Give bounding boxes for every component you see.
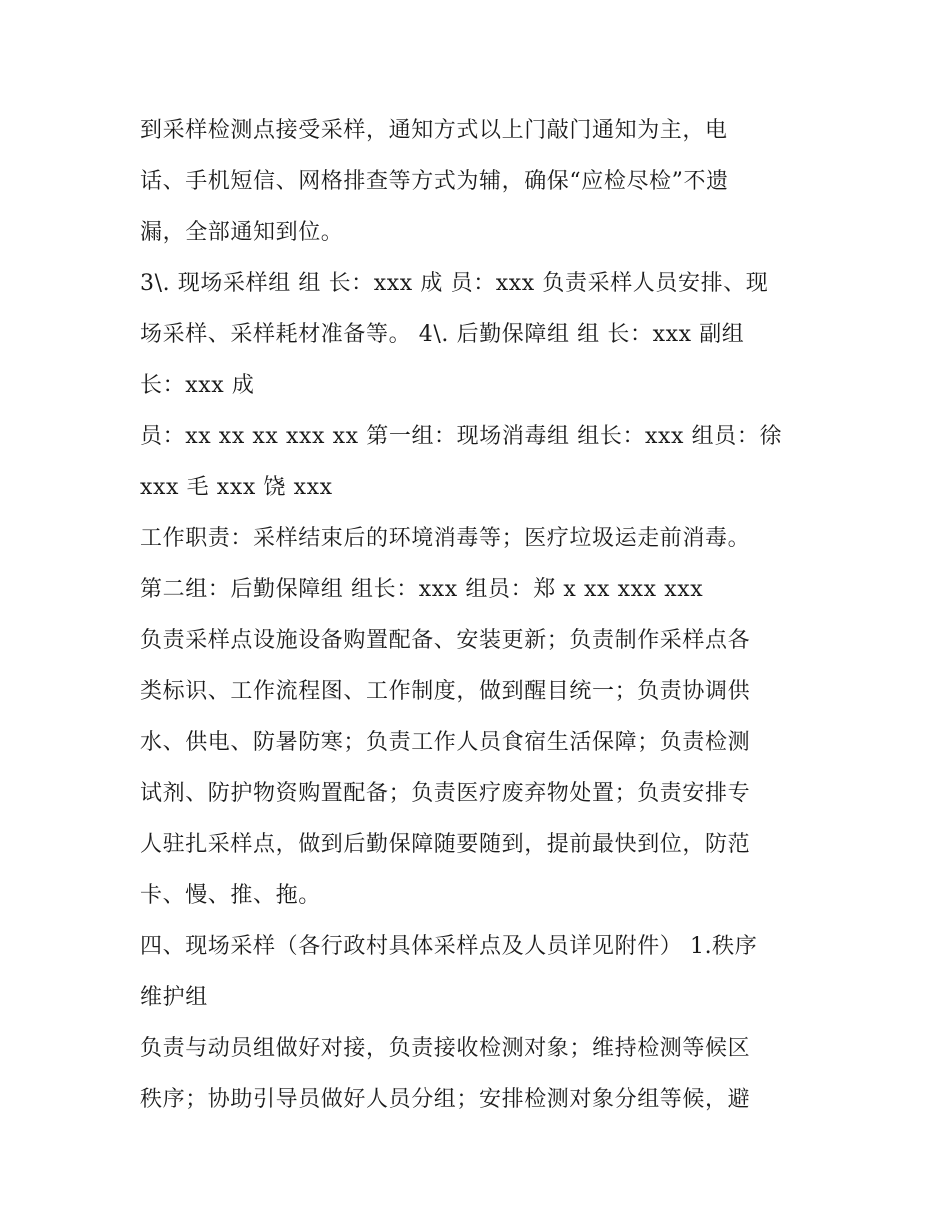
text-line: 维护组 (140, 985, 208, 1010)
text-line: 工作职责：采样结束后的环境消毒等；医疗垃圾运走前消毒。 (140, 526, 751, 551)
document-body (140, 105, 820, 1125)
text-line: 员：xx xx xx xxx xx 第一组：现场消毒组 组长：xxx 组员：徐 (140, 424, 783, 449)
text-line: 3\. 现场采样组 组 长：xxx 成 员：xxx 负责采样人员安排、现 (140, 271, 769, 296)
text-line: 负责与动员组做好对接，负责接收检测对象；维持检测等候区 (140, 1036, 751, 1061)
text-line: 到采样检测点接受采样，通知方式以上门敲门通知为主，电 (140, 118, 728, 143)
text-line: 场采样、采样耗材准备等。 4\. 后勤保障组 组 长：xxx 副组 (140, 322, 745, 347)
text-line: 漏，全部通知到位。 (140, 220, 344, 245)
text-line: 水、供电、防暑防寒；负责工作人员食宿生活保障；负责检测 (140, 730, 751, 755)
text-line: 四、现场采样（各行政村具体采样点及人员详见附件） 1.秩序 (140, 934, 758, 959)
text-line: 类标识、工作流程图、工作制度，做到醒目统一；负责协调供 (140, 679, 751, 704)
text-line: 试剂、防护物资购置配备；负责医疗废弃物处置；负责安排专 (140, 781, 751, 806)
text-line: 负责采样点设施设备购置配备、安装更新；负责制作采样点各 (140, 628, 751, 653)
text-line: 秩序；协助引导员做好人员分组；安排检测对象分组等候，避 (140, 1087, 751, 1112)
text-line: 第二组：后勤保障组 组长：xxx 组员：郑 x xx xxx xxx (140, 577, 704, 602)
text-line: 话、手机短信、网格排查等方式为辅，确保“应检尽检”不遗 (140, 169, 729, 194)
text-line: 卡、慢、推、拖。 (140, 883, 321, 908)
text-line: 人驻扎采样点，做到后勤保障随要随到，提前最快到位，防范 (140, 832, 751, 857)
text-line: 长：xxx 成 (140, 373, 255, 398)
text-line: xxx 毛 xxx 饶 xxx (140, 475, 333, 500)
